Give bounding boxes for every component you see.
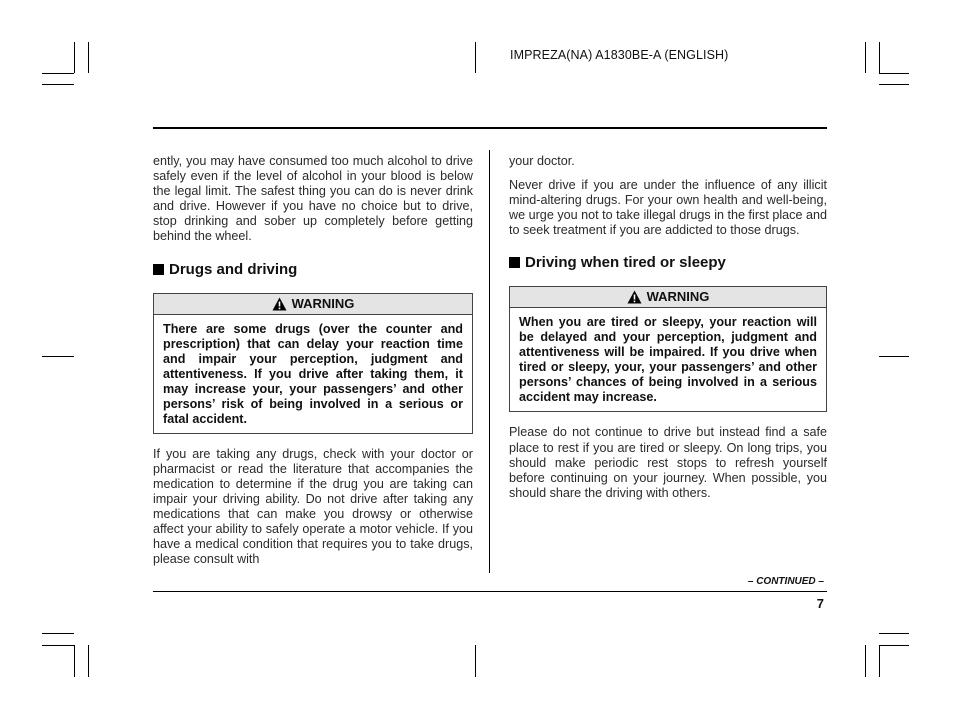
column-divider: [489, 150, 490, 573]
section-heading-tired: [509, 254, 827, 271]
illicit-drugs-paragraph: Never drive if you are under the influence of any illicit mind-altering drugs. For your own health and well-being, we urge you not to take illegal drugs in the first place and to seek treatment if you are addicted to those drugs.: [509, 178, 827, 238]
right-column: [509, 154, 827, 501]
warning-triangle-icon: [627, 290, 642, 304]
warning-header: [510, 287, 826, 308]
intro-paragraph: ently, you may have consumed too much alcohol to drive safely even if the level of alcohol in your blood is below the legal limit. The safest thing you can do is never drink and drive. However if you have no choice but to drive, stop drinking and sober up completely before getting behind the wheel.: [153, 154, 473, 244]
warning-text: When you are tired or sleepy, your reaction will be delayed and your perception, judgment and attentiveness will be impaired. If you drive when tired or sleepy, your, your passengers’ and other persons’ chances of being involved in a serious accident may increase.: [519, 315, 817, 405]
footer-rule: [153, 591, 827, 592]
after-warning-paragraph: If you are taking any drugs, check with your doctor or pharmacist or read the literature that accompanies the medication to determine if the drug you are taking can impair your driving ability. Do not drive after taking any medications that can make you drowsy or otherwise affect your ability to safely operate a motor vehicle. If you have a medical condition that requires you to take drugs, please consult with: [153, 446, 473, 567]
section-heading-text: Drugs and driving: [169, 260, 298, 278]
heading-square-icon: [509, 257, 520, 268]
heading-square-icon: [153, 264, 164, 275]
page-number: 7: [816, 596, 824, 611]
warning-title: WARNING: [646, 289, 710, 305]
section-heading-drugs: [153, 261, 473, 278]
after-warning-paragraph: Please do not continue to drive but instead find a safe place to rest if you are tired or sleepy. On long trips, you should make periodic rest stops to refresh yourself before continuing on your journey. When possible, you should share the driving with others.: [509, 425, 827, 500]
warning-title: WARNING: [291, 295, 355, 311]
warning-header: [154, 294, 472, 315]
section-heading-text: Driving when tired or sleepy: [525, 254, 726, 272]
header-rule: [153, 127, 827, 129]
warning-box-tired: [509, 286, 827, 412]
continued-paragraph: your doctor.: [509, 154, 575, 168]
warning-box-drugs: [153, 293, 473, 434]
continued-label: – CONTINUED –: [747, 576, 824, 587]
document-reference: IMPREZA(NA) A1830BE-A (ENGLISH): [510, 48, 729, 62]
left-column: [153, 154, 473, 567]
warning-triangle-icon: [272, 297, 287, 311]
warning-text: There are some drugs (over the counter and prescription) that can delay your reaction time and impair your perception, judgment and attentiveness. If you drive after taking them, it may increase your, your passengers’ and other persons’ risk of being involved in a serious or fatal accident.: [163, 321, 463, 426]
